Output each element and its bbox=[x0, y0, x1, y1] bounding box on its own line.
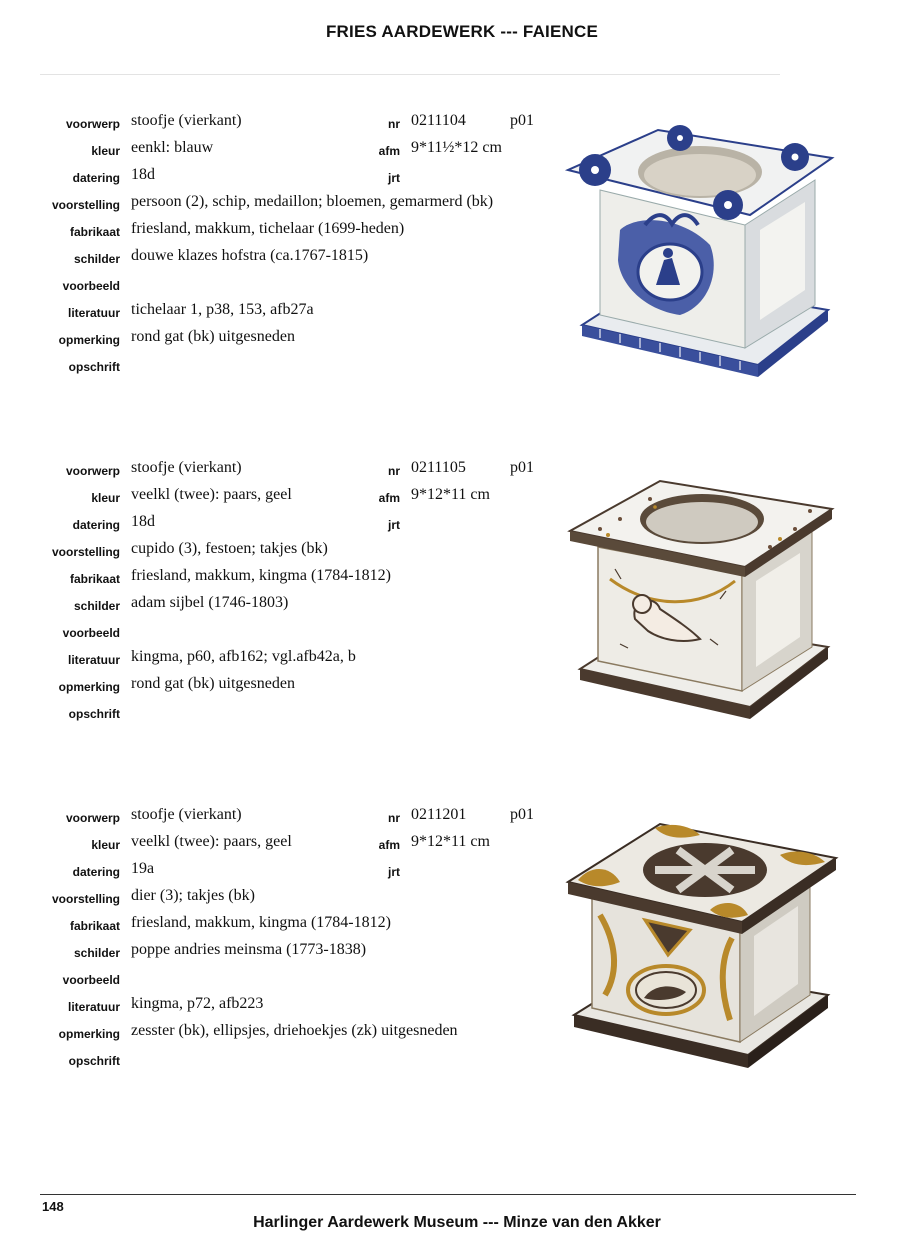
value-literatuur: kingma, p72, afb223 bbox=[131, 995, 264, 1012]
label-voorbeeld: voorbeeld bbox=[62, 279, 120, 293]
label-kleur: kleur bbox=[91, 144, 120, 158]
value-opmerking: rond gat (bk) uitgesneden bbox=[131, 675, 295, 692]
label-voorbeeld: voorbeeld bbox=[62, 626, 120, 640]
object-photo-star-stoof bbox=[560, 810, 850, 1080]
value-voorstelling: persoon (2), schip, medaillon; bloemen, gemarmerd (bk) bbox=[131, 193, 494, 210]
page-header-title: FRIES AARDEWERK --- FAIENCE bbox=[325, 22, 599, 41]
label-datering: datering bbox=[72, 171, 120, 185]
label-voorwerp: voorwerp bbox=[65, 464, 120, 478]
footer-credit: Harlinger Aardewerk Museum --- Minze van den Akker bbox=[253, 1214, 661, 1231]
label-opschrift: opschrift bbox=[68, 360, 120, 374]
value-datering: 18d bbox=[131, 166, 155, 183]
value-schilder: douwe klazes hofstra (ca.1767-1815) bbox=[131, 247, 369, 264]
label-schilder: schilder bbox=[73, 599, 120, 613]
catalog-entry-2 bbox=[0, 459, 900, 759]
label-kleur: kleur bbox=[91, 491, 120, 505]
value-afm: 9*11½*12 cm bbox=[411, 139, 502, 156]
label-literatuur: literatuur bbox=[67, 1000, 120, 1014]
value-afm: 9*12*11 cm bbox=[411, 486, 490, 503]
label-voorbeeld: voorbeeld bbox=[62, 973, 120, 987]
value-page: p01 bbox=[510, 806, 534, 823]
label-jrt: jrt bbox=[388, 171, 400, 185]
catalog-entry-1 bbox=[0, 112, 900, 412]
value-opmerking: rond gat (bk) uitgesneden bbox=[131, 328, 295, 345]
value-kleur: veelkl (twee): paars, geel bbox=[131, 486, 292, 503]
label-voorwerp: voorwerp bbox=[65, 811, 120, 825]
label-schilder: schilder bbox=[73, 252, 120, 266]
value-literatuur: tichelaar 1, p38, 153, afb27a bbox=[131, 301, 314, 318]
value-fabrikaat: friesland, makkum, kingma (1784-1812) bbox=[131, 914, 391, 931]
value-schilder: poppe andries meinsma (1773-1838) bbox=[131, 941, 367, 958]
label-datering: datering bbox=[72, 518, 120, 532]
value-schilder: adam sijbel (1746-1803) bbox=[131, 594, 289, 611]
value-page: p01 bbox=[510, 459, 534, 476]
label-jrt: jrt bbox=[388, 865, 400, 879]
label-literatuur: literatuur bbox=[67, 653, 120, 667]
label-fabrikaat: fabrikaat bbox=[69, 225, 120, 239]
label-opschrift: opschrift bbox=[68, 707, 120, 721]
label-afm: afm bbox=[378, 144, 400, 158]
label-kleur: kleur bbox=[91, 838, 120, 852]
value-fabrikaat: friesland, makkum, kingma (1784-1812) bbox=[131, 567, 391, 584]
value-fabrikaat: friesland, makkum, tichelaar (1699-heden) bbox=[131, 220, 405, 237]
label-opmerking: opmerking bbox=[58, 333, 120, 347]
value-nr: 0211104 bbox=[411, 112, 466, 129]
label-jrt: jrt bbox=[388, 518, 400, 532]
value-voorstelling: dier (3); takjes (bk) bbox=[131, 887, 255, 904]
label-afm: afm bbox=[378, 491, 400, 505]
object-photo-blue-stoof bbox=[560, 120, 850, 390]
label-voorstelling: voorstelling bbox=[51, 198, 120, 212]
value-opmerking: zesster (bk), ellipsjes, driehoekjes (zk) uitgesneden bbox=[131, 1022, 458, 1039]
value-voorwerp: stoofje (vierkant) bbox=[131, 112, 242, 129]
label-voorwerp: voorwerp bbox=[65, 117, 120, 131]
value-afm: 9*12*11 cm bbox=[411, 833, 490, 850]
value-nr: 0211201 bbox=[411, 806, 467, 823]
label-literatuur: literatuur bbox=[67, 306, 120, 320]
object-photo-manganese-stoof bbox=[560, 469, 850, 739]
value-voorwerp: stoofje (vierkant) bbox=[131, 806, 242, 823]
header-divider bbox=[40, 74, 780, 75]
value-voorwerp: stoofje (vierkant) bbox=[131, 459, 242, 476]
value-literatuur: kingma, p60, afb162; vgl.afb42a, b bbox=[131, 648, 356, 665]
label-voorstelling: voorstelling bbox=[51, 892, 120, 906]
label-afm: afm bbox=[378, 838, 400, 852]
label-fabrikaat: fabrikaat bbox=[69, 919, 120, 933]
label-opmerking: opmerking bbox=[58, 1027, 120, 1041]
label-voorstelling: voorstelling bbox=[51, 545, 120, 559]
catalog-entry-3 bbox=[0, 806, 900, 1106]
label-opschrift: opschrift bbox=[68, 1054, 120, 1068]
label-datering: datering bbox=[72, 865, 120, 879]
label-schilder: schilder bbox=[73, 946, 120, 960]
label-nr: nr bbox=[388, 811, 400, 825]
value-nr: 0211105 bbox=[411, 459, 466, 476]
label-nr: nr bbox=[388, 464, 400, 478]
value-voorstelling: cupido (3), festoen; takjes (bk) bbox=[131, 540, 328, 557]
footer-divider bbox=[40, 1194, 856, 1195]
page-number: 148 bbox=[42, 1199, 64, 1214]
label-fabrikaat: fabrikaat bbox=[69, 572, 120, 586]
label-opmerking: opmerking bbox=[58, 680, 120, 694]
value-datering: 19a bbox=[131, 860, 155, 877]
value-kleur: eenkl: blauw bbox=[131, 139, 214, 156]
value-page: p01 bbox=[510, 112, 534, 129]
value-kleur: veelkl (twee): paars, geel bbox=[131, 833, 292, 850]
label-nr: nr bbox=[388, 117, 400, 131]
value-datering: 18d bbox=[131, 513, 155, 530]
